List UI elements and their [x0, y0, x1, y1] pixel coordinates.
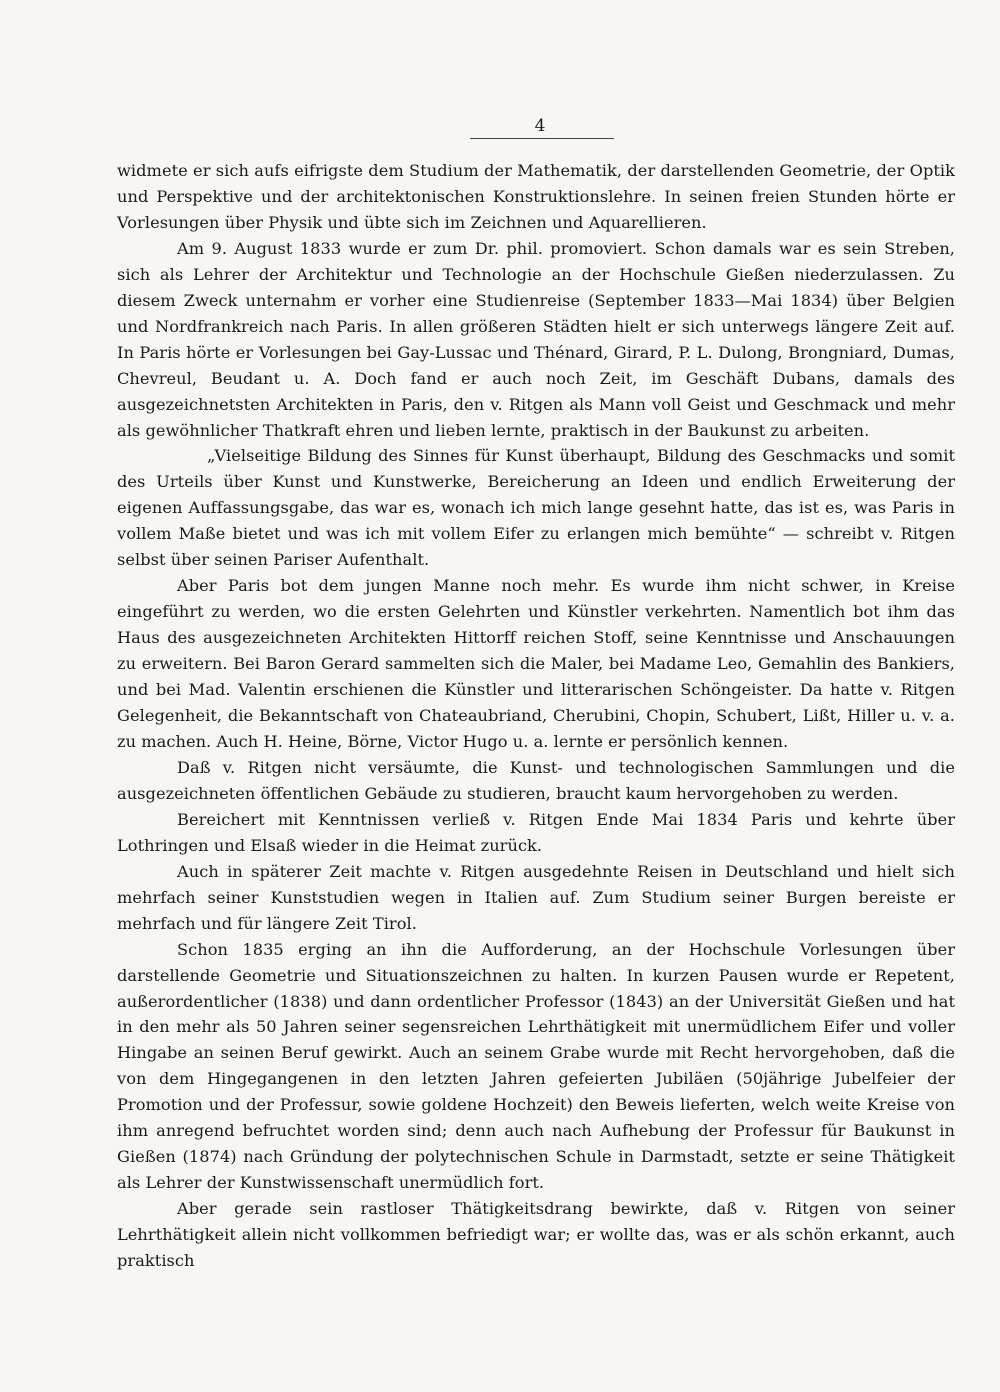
paragraph: Bereichert mit Kenntnissen verließ v. Ritgen Ende Mai 1834 Paris und kehrte über Lothringen und Elsaß wieder in die Heimat zurück. — [117, 809, 955, 855]
paragraph: Daß v. Ritgen nicht versäumte, die Kunst- und technologischen Sammlungen und die ausgezeichneten öffentlichen Gebäude zu studieren, braucht kaum hervorgehoben zu werden. — [117, 757, 955, 803]
page-number: 4 — [534, 116, 546, 136]
paragraph: Aber Paris bot dem jungen Manne noch mehr. Es wurde ihm nicht schwer, in Kreise eingeführt zu werden, wo die ersten Gelehrten und Künstler verkehrten. Namentlich bot ihm das Haus des ausgezeichneten Architekten Hittorff reichen Stoff, seine Kenntnisse und Anschauungen zu erweitern. Bei Baron Gerard sammelten sich die Maler, bei Madame Leo, Gemahlin des Bankiers, und bei Mad. Valentin erschienen die Künstler und litterarischen Schöngeister. Da hatte v. Ritgen Gelegenheit, die Bekanntschaft von Chateaubriand, Cherubini, Chopin, Schubert, Lißt, Hiller u. v. a. zu machen. Auch H. Heine, Börne, Victor Hugo u. a. lernte er persönlich kennen. — [117, 576, 955, 751]
paragraph: Aber gerade sein rastloser Thätigkeitsdrang bewirkte, daß v. Ritgen von seiner Lehrthätigkeit allein nicht vollkommen befriedigt war; er wollte das, was er als schön erkannt, auch praktisch — [117, 1199, 955, 1271]
paragraph: Schon 1835 erging an ihn die Aufforderung, an der Hochschule Vorlesungen über darstellende Geometrie und Situationszeichnen zu halten. In kurzen Pausen wurde er Repetent, außerordentlicher (1838) und dann ordentlicher Professor (1843) an der Universität Gießen und hat in den mehr als 50 Jahren seiner segensreichen Lehrthätigkeit mit unermüdlichem Eifer und voller Hingabe an seinen Beruf gewirkt. Auch an seinem Grabe wurde mit Recht hervorgehoben, daß die von dem Hingegangenen in den letzten Jahren gefeierten Jubiläen (50jährige Jubelfeier der Promotion und der Professur, sowie goldene Hochzeit) den Beweis lieferten, welch weite Kreise von ihm anregend befruchtet worden sind; denn auch nach Aufhebung der Professur für Baukunst in Gießen (1874) nach Gründung der polytechnischen Schule in Darmstadt, setzte er seine Thätigkeit als Lehrer der Kunstwissenschaft unermüdlich fort. — [117, 939, 955, 1193]
body-text — [117, 158, 955, 1274]
paragraph-quote: „Vielseitige Bildung des Sinnes für Kunst überhaupt, Bildung des Geschmacks und somit des Urteils über Kunst und Kunstwerke, Bereicherung an Ideen und endlich Erweiterung der eigenen Auffassungsgabe, das war es, wonach ich mich lange gesehnt hatte, das ist es, was Paris in vollem Maße bietet und was ich mit vollem Eifer zu erlangen mich bemühte“ — schreibt v. Ritgen selbst über seinen Pariser Aufenthalt. — [117, 446, 955, 570]
paragraph: widmete er sich aufs eifrigste dem Studium der Mathematik, der darstellenden Geometrie, der Optik und Perspektive und der architektonischen Konstruktionslehre. In seinen freien Stunden hörte er Vorlesungen über Physik und übte sich im Zeichnen und Aquarellieren. — [117, 161, 955, 232]
paragraph: Auch in späterer Zeit machte v. Ritgen ausgedehnte Reisen in Deutschland und hielt sich mehrfach seiner Kunststudien wegen in Italien auf. Zum Studium seiner Burgen bereiste er mehrfach und für längere Zeit Tirol. — [117, 861, 955, 933]
header-rule — [470, 138, 614, 139]
paragraph: Am 9. August 1833 wurde er zum Dr. phil. promoviert. Schon damals war es sein Streben, sich als Lehrer der Architektur und Technologie an der Hochschule Gießen niederzulassen. Zu diesem Zweck unternahm er vorher eine Studienreise (September 1833—Mai 1834) über Belgien und Nordfrankreich nach Paris. In allen größeren Städten hielt er sich unterwegs längere Zeit auf. In Paris hörte er Vorlesungen bei Gay-Lussac und Thénard, Girard, P. L. Dulong, Brongniard, Dumas, Chevreul, Beudant u. A. Doch fand er auch noch Zeit, im Geschäft Dubans, damals des ausgezeichnetsten Architekten in Paris, den v. Ritgen als Mann voll Geist und Geschmack und mehr als gewöhnlicher Thatkraft ehren und lieben lernte, praktisch in der Baukunst zu arbeiten. — [117, 238, 955, 440]
